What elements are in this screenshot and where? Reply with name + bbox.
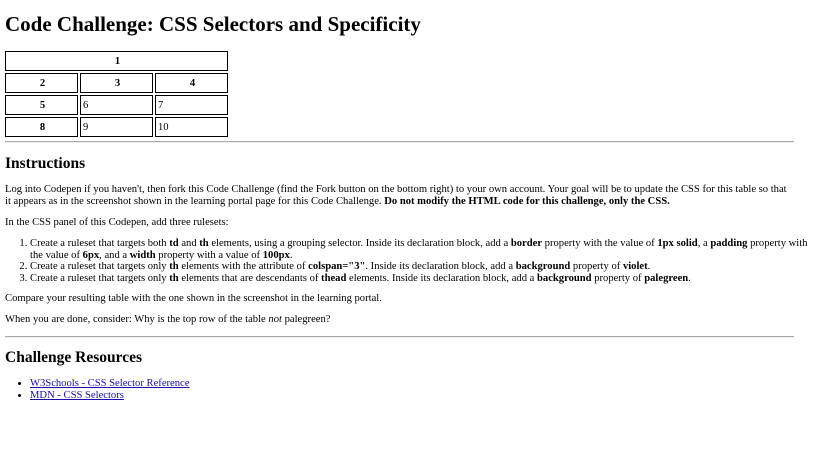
page-title: Code Challenge: CSS Selectors and Specificity [5,12,421,36]
step-keyword: background [515,261,571,272]
consider-emphasis: not [268,314,282,325]
step-text: property with the value of [542,238,658,249]
mdn-link[interactable]: MDN - CSS Selectors [30,389,124,401]
step-keyword: th [169,272,179,284]
compare-paragraph: Compare your resulting table with the one shown in the screenshot in the learning portal. [5,293,382,304]
step-keyword: 100px [262,249,290,261]
instructions-paragraph [5,184,795,207]
divider [5,336,794,338]
step-text: property with the value of [30,238,808,261]
step-keyword: border [510,238,543,249]
table-row [5,117,228,137]
step-keyword: padding [710,238,748,249]
step-text: , and a [99,249,130,261]
step-keyword: violet [622,261,648,272]
step-text: property of [591,272,645,284]
resource-item [30,378,189,390]
table-header-cell: 5 [5,95,78,115]
rulesets-intro: In the CSS panel of this Codepen, add three rulesets: [5,217,229,228]
step-keyword: td [169,238,179,249]
table-header-cell: 4 [155,73,228,93]
step-text: property of [570,261,623,272]
step-text: Create a ruleset that targets both [30,238,170,249]
instructions-text: Log into Codepen if you haven't, then fork this Code Challenge (find the Fork button on the bottom right) to your own account. Your goal will be to update the CSS for this table so that it appears as in the screenshot shown in the learning portal page for this Code Challenge. [5,184,787,207]
consider-text-start: When you are done, consider: Why is the top row of the table [5,314,269,325]
step-text: . [647,261,651,272]
step-keyword: 6px [82,249,100,261]
step-text: Create a ruleset that targets only [30,272,170,284]
instructions-heading: Instructions [5,155,86,172]
table-header-cell: 8 [5,117,78,137]
steps-list [5,238,820,284]
w3schools-link[interactable]: W3Schools - CSS Selector Reference [30,378,190,389]
step-text: and [178,238,200,249]
table-header-cell: 3 [80,73,153,93]
resources-list [5,378,189,401]
table-data-cell: 7 [155,95,228,115]
table-data-cell: 10 [155,117,228,137]
step-keyword: palegreen [644,272,689,284]
step-keyword: thead [321,272,347,284]
table-body [5,73,228,137]
table-data-cell: 9 [80,117,153,137]
step-keyword: width [129,249,156,261]
consider-text-end: palegreen? [281,314,331,325]
step-text: . [289,249,293,261]
table-row [5,73,228,93]
step-item [30,261,820,273]
step-item [30,238,820,261]
instructions-warning: Do not modify the HTML code for this challenge, only the CSS. [384,195,670,207]
table-head [5,51,228,71]
table-data-cell: 6 [80,95,153,115]
table-row [5,95,228,115]
step-text: , a [697,238,711,249]
step-keyword: background [537,272,592,284]
consider-paragraph [5,314,795,326]
divider [5,141,794,143]
step-keyword: th [169,261,179,272]
step-item [30,273,820,285]
step-text: . Inside its declaration block, add a [365,261,516,272]
step-text: Create a ruleset that targets only [30,261,170,272]
step-text: elements, using a grouping selector. Inside its declaration block, add a [208,238,511,249]
table-header-cell: 1 [5,51,228,71]
step-keyword: colspan="3" [308,261,366,272]
resources-heading: Challenge Resources [5,349,143,366]
table-header-cell: 2 [5,73,78,93]
step-keyword: 1px solid [657,238,698,249]
step-keyword: th [199,238,209,249]
step-text: elements that are descendants of [178,272,322,284]
step-text: . [688,272,691,284]
table-row [5,51,228,71]
step-text: property with a value of [155,249,263,261]
challenge-table [3,49,230,139]
step-text: elements. Inside its declaration block, add a [346,272,537,284]
resource-item [30,390,189,402]
step-text: elements with the attribute of [178,261,309,272]
